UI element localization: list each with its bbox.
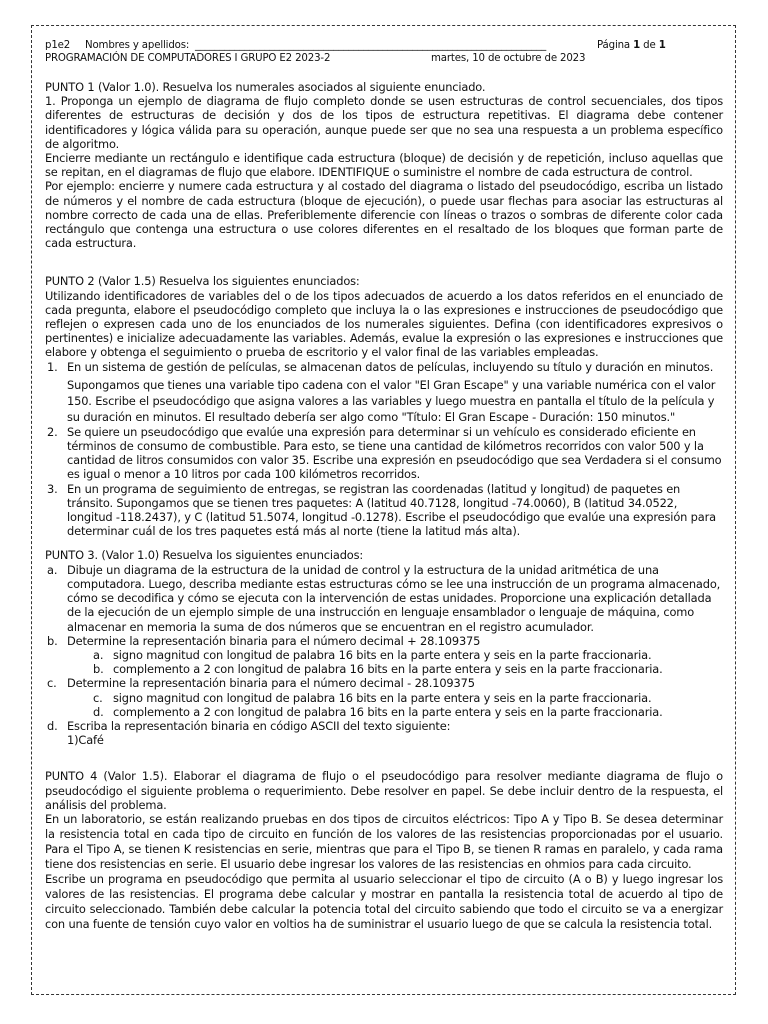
header-line-1: [45, 39, 723, 52]
punto-4-section: [45, 769, 723, 932]
punto-1-paragraph-3: Por ejemplo: encierre y numere cada estructura y al costado del diagrama o listado del pseudocódigo, escriba un listado de números y el nombre de cada estructura (bloque de ejecución), o puede usar flechas para asociar las estructuras al nombre correcto de cada una de ellas. Preferiblemente diferencie con líneas o trazos o sombras de diferente color cada rectángulo que contenga una estructura o use colores diferentes en el resaltado de los bloques que forman parte de cada estructura.: [45, 179, 723, 251]
item-lead: En un sistema de gestión de películas, se almacenan datos de películas, incluyendo su título y duración en minutos.: [67, 359, 714, 374]
sub-marker: a.: [93, 647, 104, 662]
punto-1-paragraph-1: 1. Proponga un ejemplo de diagrama de flujo completo donde se usen estructuras de control secuenciales, dos tipos diferentes de estructuras de decisión y dos de los tipos de estructura repetitivas. El diagrama debe contener identificadores y lógica válida para su operación, aunque puede ser que no sea una respuesta a un problema específico de algoritmo.: [45, 94, 723, 151]
punto-2-section: [45, 274, 723, 538]
punto-2-intro: Utilizando identificadores de variables del o de los tipos adecuados de acuerdo a los datos referidos en el enunciado de cada pregunta, elabore el pseudocódigo completo que incluya la o las expresiones e instrucciones de pseudocódigo que reflejen o expresen cada uno de los enunciados de los numerales siguientes. Defina (con identificadores expresivos o pertinentes) e inicialize adecuadamente las variables. Además, evalue la expresión o las expresiones e instrucciones que elabore y obtenga el seguimiento o prueba de escritorio y el valor final de las variables empleadas.: [45, 288, 723, 360]
exam-code: p1e2: [45, 40, 71, 51]
punto-3-section: [45, 548, 723, 747]
page-total: 1: [658, 40, 666, 51]
punto-3-c-sub-d: [45, 705, 723, 719]
page-current: 1: [633, 40, 641, 51]
sub-text: signo magnitud con longitud de palabra 16 bits en la parte entera y seis en la parte fraccionaria.: [113, 690, 652, 705]
item-marker: b.: [47, 633, 58, 648]
punto-3-item-d: [45, 719, 723, 747]
exam-date: martes, 10 de octubre de 2023: [431, 53, 586, 64]
punto-2-item-1: [45, 360, 723, 425]
item-text: Escriba la representación binaria en código ASCII del texto siguiente:: [67, 718, 451, 733]
punto-4-title: PUNTO 4 (Valor 1.5). Elaborar el diagrama de flujo o el pseudocódigo para resolver mediante diagrama de flujo o pseudocódigo el siguiente problema o requerimiento. Debe resolver en papel. Se debe incluir dentro de la respuesta, el análisis del problema.: [45, 769, 723, 812]
sub-text: complemento a 2 con longitud de palabra 16 bits en la parte entera y seis en la parte fraccionaria.: [113, 662, 663, 677]
punto-2-list: [45, 360, 723, 539]
sub-text: complemento a 2 con longitud de palabra 16 bits en la parte entera y seis en la parte fraccionaria.: [113, 704, 663, 719]
sub-marker: b.: [93, 662, 104, 677]
punto-2-item-2: [45, 425, 723, 482]
punto-2-title: PUNTO 2 (Valor 1.5) Resuelva los siguientes enunciados:: [45, 274, 360, 289]
punto-3-item-b: [45, 634, 723, 648]
punto-3-title: PUNTO 3. (Valor 1.0) Resuelva los siguientes enunciados:: [45, 548, 364, 563]
punto-1-paragraph-2: Encierre mediante un rectángulo e identifique cada estructura (bloque) de decisión y de repetición, incluso aquellas que se repitan, en el diagramas de flujo que elabore. IDENTIFIQUE o suministre el nombre de cada estructura de control.: [45, 151, 723, 180]
punto-4-paragraph-1: En un laboratorio, se están realizando pruebas en dos tipos de circuitos eléctricos: Tipo A y Tipo B. Se desea determinar la resistencia total en cada tipo de circuito en función de los valores de las resistencias proporcionadas por el usuario. Para el Tipo A, se tienen K resistencias en serie, mientras que para el Tipo B, se tienen R ramas en paralelo, y cada rama tiene dos resistencias en serie. El usuario debe ingresar los valores de las resistencias en ohmios para cada circuito.: [45, 811, 723, 871]
item-marker: 3.: [47, 481, 58, 496]
item-marker: a.: [47, 562, 58, 577]
punto-1-title: PUNTO 1 (Valor 1.0). Resuelva los numerales asociados al siguiente enunciado.: [45, 80, 486, 94]
item-text: Dibuje un diagrama de la estructura de la unidad de control y la estructura de la unidad aritmética de una computadora. Luego, describa mediante estas estructuras cómo se lee una instrucción de un programa almacenado, cómo se decodifica y cómo se ejecuta con la intervención de estas unidades. Proporcione una explicación detallada de la ejecución de un ejemplo simple de una instrucción en lenguaje ensamblador o lenguaje de máquina, como almacenar en memoria la suma de dos números que se encuentran en el registro acumulador.: [67, 562, 721, 634]
punto-3-b-sub-b: [45, 662, 723, 676]
header-line-2: [45, 52, 723, 65]
item-text: Determine la representación binaria para el número decimal - 28.109375: [67, 676, 475, 691]
item-marker: d.: [47, 718, 58, 733]
punto-2-item-3: [45, 482, 723, 539]
name-blank: _______________________________________________________________________: [195, 40, 547, 51]
punto-3-c-sub-c: [45, 691, 723, 705]
sub-marker: d.: [93, 704, 104, 719]
ascii-text-value: 1)Café: [67, 733, 104, 748]
course-name: PROGRAMACIÓN DE COMPUTADORES I GRUPO E2 2023-2: [45, 53, 331, 64]
sub-marker: c.: [93, 690, 103, 705]
punto-3-b-sub-a: [45, 648, 723, 662]
name-label: Nombres y apellidos:: [85, 40, 190, 51]
item-lead: En un programa de seguimiento de entregas, se registran las coordenadas (latitud y longitud) de paquetes en tránsito. Supongamos que se tienen tres paquetes: A (latitud 40.7128, longitud -74.0060), B (latitud 34.0522, longitud -118.2437), y C (latitud 51.5074, longitud -0.1278). Escribe el pseudocódigo que evalúe una expresión para determinar cuál de los tres paquetes está más al norte (tiene la latitud más alta).: [67, 481, 716, 539]
punto-3-item-a: [45, 563, 723, 634]
item-marker: 2.: [47, 424, 58, 439]
item-marker: 1.: [47, 359, 58, 374]
punto-3-item-c: [45, 676, 723, 690]
page-indicator: [597, 39, 666, 52]
sub-text: signo magnitud con longitud de palabra 16 bits en la parte entera y seis en la parte fraccionaria.: [113, 647, 652, 662]
page-word: Página: [597, 40, 631, 51]
page-of: de: [643, 40, 656, 51]
punto-4-paragraph-2: Escribe un programa en pseudocódigo que permita al usuario seleccionar el tipo de circuito (A o B) y luego ingresar los valores de las resistencias. El programa debe calcular y mostrar en pantalla la resistencia total de acuerdo al tipo de circuito seleccionado. También debe calcular la potencia total del circuito sabiendo que todo el circuito se va a energizar con una fuente de tensión cuyo valor en voltios ha de suministrar el usuario luego de que se calcula la resistencia total.: [45, 871, 723, 931]
item-marker: c.: [47, 676, 57, 691]
item-text: Determine la representación binaria para el número decimal + 28.109375: [67, 633, 481, 648]
exam-document: [45, 39, 723, 932]
item-body: Supongamos que tienes una variable tipo cadena con el valor "El Gran Escape" y una variable numérica con el valor 150. Escribe el pseudocódigo que asigna valores a las variables y luego muestra en pantalla el título de la película y su duración en minutos. El resultado debería ser algo como "Título: El Gran Escape - Duración: 150 minutos.": [67, 377, 716, 424]
item-lead: Se quiere un pseudocódigo que evalúe una expresión para determinar si un vehículo es considerado eficiente en términos de consumo de combustible. Para esto, se tiene una cantidad de kilómetros recorridos con valor 500 y la cantidad de litros consumidos con valor 35. Escribe una expresión en pseudocódigo que sea Verdadera si el consumo es igual o menor a 10 litros por cada 100 kilómetros recorridos.: [67, 424, 722, 482]
punto-1-section: [45, 80, 723, 250]
